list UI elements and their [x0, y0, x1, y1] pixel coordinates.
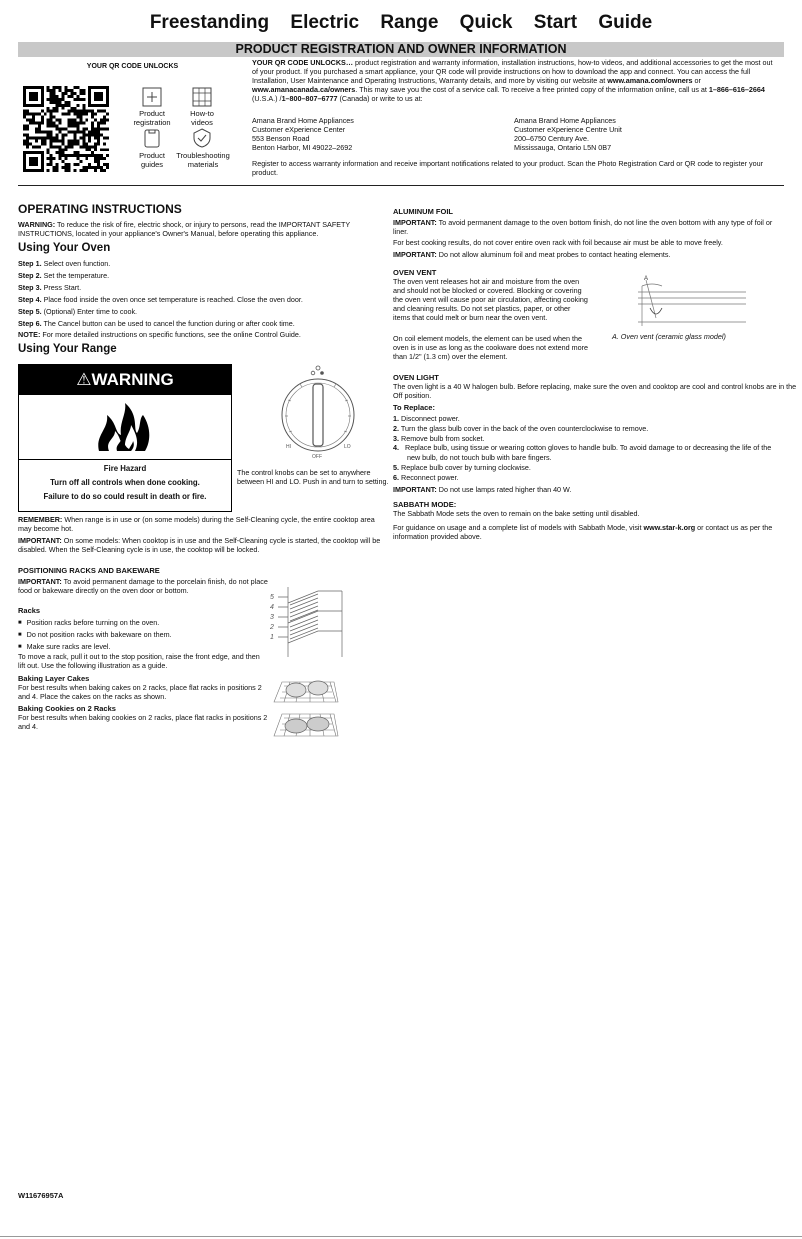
list-item: ■ Make sure racks are level.: [18, 641, 268, 653]
replace-steps: [393, 414, 773, 494]
sabbath-text: The Sabbath Mode sets the oven to remain on the bake setting until disabled.: [393, 509, 640, 518]
foil-important-2: IMPORTANT: Do not allow aluminum foil and meat probes to contact heating elements.: [393, 250, 671, 259]
icon-label-registration: Product registration: [133, 109, 171, 127]
sabbath-guidance: For guidance on usage and a complete list of models with Sabbath Mode, visit www.star-k.org or contact us as per the information provided above.: [393, 523, 773, 541]
vent-caption: A. Oven vent (ceramic glass model): [612, 332, 726, 341]
rack-position-label: 4: [270, 604, 274, 611]
note-item: NOTE: For more detailed instructions on specific functions, see the online Control Guide.: [18, 330, 301, 339]
step-item: Step 4. Place food inside the oven once set temperature is reached. Close the oven door.: [18, 295, 303, 304]
us-address: Amana Brand Home Appliances Customer eXperience Center 553 Benson Road Benton Harbor, MI 49022–2692: [252, 116, 354, 152]
star-k-link[interactable]: www.star-k.org: [643, 523, 696, 532]
step-item: Step 6. The Cancel button can be used to cancel the function during or after cook time.: [18, 319, 295, 328]
step-item: Step 3. Press Start.: [18, 283, 82, 292]
foil-important: IMPORTANT: To avoid permanent damage to the oven bottom finish, do not line the oven bottom with any type of foil or liner.: [393, 218, 773, 236]
sabbath-heading: SABBATH MODE:: [393, 500, 457, 509]
operating-warning: WARNING: To reduce the risk of fire, electric shock, or injury to persons, read the IMPORTANT SAFETY INSTRUCTIONS, located in your appliance's Owner's Manual, before operating this appliance.: [18, 220, 351, 238]
step-item: Step 2. Set the temperature.: [18, 271, 110, 280]
qr-label: YOUR QR CODE UNLOCKS: [86, 63, 179, 70]
racks-important: IMPORTANT: To avoid permanent damage to the porcelain finish, do not place food or bakeware directly on the oven door or bottom.: [18, 577, 268, 595]
owners-link-us[interactable]: www.amana.com/owners: [607, 76, 693, 85]
register-note: Register to access warranty information and receive important notifications related to your product. Scan the Photo Registration Card or QR code to register your product.: [252, 159, 763, 177]
icon-label-guides: Product guides: [139, 151, 165, 169]
list-item: ■ Position racks before turning on the oven.: [18, 617, 268, 629]
fire-icon: [95, 401, 155, 453]
operating-heading: OPERATING INSTRUCTIONS: [18, 202, 182, 216]
knob-off-label: OFF: [312, 454, 322, 460]
racks-move-text: To move a rack, pull it out to the stop position, raise the front edge, and then lift out. Use the following illustration as a guide.: [18, 652, 260, 670]
list-item: 1. Disconnect power.: [393, 414, 460, 423]
cookies-heading: Baking Cookies on 2 Racks: [18, 704, 116, 713]
using-oven-heading: Using Your Oven: [18, 242, 111, 254]
ca-address: Amana Brand Home Appliances Customer eXperience Centre Unit 200–6750 Century Ave. Mississauga, Ontario L5N 0B7: [514, 116, 622, 152]
light-heading: OVEN LIGHT: [393, 373, 439, 382]
control-knob-illustration: [280, 360, 360, 460]
using-range-heading: Using Your Range: [18, 343, 117, 355]
rack-position-label: 3: [270, 614, 274, 621]
document-code: W11676957A: [18, 1191, 64, 1200]
cakes-illustration: [270, 678, 340, 708]
qr-code[interactable]: [23, 86, 109, 172]
cookies-illustration: [270, 710, 340, 740]
cookies-text: For best results when baking cookies on 2 racks, place flat racks in positions 2 and 4.: [18, 713, 268, 731]
warning-header: ⚠WARNING: [19, 365, 231, 395]
step-item: Step 1. Select oven function.: [18, 259, 111, 268]
racks-heading: POSITIONING RACKS AND BAKEWARE: [18, 566, 160, 575]
cakes-text: For best results when baking cakes on 2 racks, place flat racks in positions 2 and 4. Place the cakes on the racks as shown.: [18, 683, 262, 701]
video-icon: [192, 87, 212, 107]
registration-intro: YOUR QR CODE UNLOCKS… product registration and warranty information, installation instructions, how-to videos, and additional accessories to get the most out of your product. If you purchased a smart appliance, your QR code will provide instructions on how to download the app and connect. You can access the full Installation, User Maintenance and Operating Instructions, Warranty details, and more by visiting our website at www.amana.com/owners or www.amanacanada.ca/owners. This may save you the cost of a service call. To receive a free printed copy of the information online, call us at 1–866–616–2664 (U.S.A.) /1–800–807–6777 (Canada) or write to us at:: [252, 58, 773, 103]
rack-positions-illustration: [268, 585, 344, 659]
page-title: Freestanding Electric Range Quick Start Guide: [149, 12, 653, 33]
list-item: 5. Replace bulb cover by turning clockwise.: [393, 462, 531, 472]
list-item: IMPORTANT: Do not use lamps rated higher than 40 W.: [393, 484, 572, 494]
oven-steps: [18, 258, 390, 339]
bottom-rule: [0, 1236, 802, 1237]
vent-heading: OVEN VENT: [393, 268, 437, 277]
list-item: 3. Remove bulb from socket.: [393, 433, 485, 443]
light-text: The oven light is a 40 W halogen bulb. Before replacing, make sure the oven and cooktop are cool and control knobs are in the Off position.: [393, 382, 797, 400]
foil-text: For best cooking results, do not cover entire oven rack with foil because air must be able to move freely.: [393, 238, 723, 247]
knob-hi-label: HI: [286, 444, 291, 450]
rack-position-label: 5: [270, 594, 274, 601]
vent-marker: A: [644, 276, 649, 282]
knob-lo-label: LO: [344, 444, 351, 450]
warning-triangle-icon: ⚠: [76, 370, 92, 389]
icon-label-troubleshooting: Troubleshooting materials: [176, 151, 230, 169]
icon-label-videos: How-to videos: [190, 109, 214, 127]
section-divider: [18, 185, 784, 186]
cakes-heading: Baking Layer Cakes: [18, 674, 90, 683]
rack-position-label: 1: [270, 634, 274, 641]
remember-note: REMEMBER: When range is in use or (on some models) during the Self-Cleaning cycle, the entire cooktop area may become hot.: [18, 515, 375, 533]
owners-link-ca[interactable]: www.amanacanada.ca/owners: [252, 85, 356, 94]
knob-caption: The control knobs can be set to anywhere between HI and LO. Push in and turn to setting.: [237, 468, 389, 486]
step-item: Step 5. (Optional) Enter time to cook.: [18, 307, 138, 316]
racks-bullets: [18, 617, 268, 653]
list-item: 2. Turn the glass bulb cover in the back of the oven counterclockwise to remove.: [393, 423, 649, 433]
racks-subheading: Racks: [18, 606, 41, 615]
guide-icon: [142, 128, 162, 148]
rack-position-label: 2: [270, 624, 274, 631]
list-item: 4. Replace bulb, using tissue or wearing cotton gloves to handle bulb. To avoid damage to or decreasing the life of the new bulb, do not touch bulb with bare fingers.: [393, 443, 772, 463]
vent-text: The oven vent releases hot air and moisture from the oven and should not be blocked or covered. Blocking or covering the oven vent will cause poor air circulation, affecting cooking and cleaning results. Do not set plastics, paper, or other items that could melt or burn near the oven vent.: [393, 277, 588, 322]
list-item: 6. Reconnect power.: [393, 472, 459, 482]
vent-text-coil: On coil element models, the element can be used when the oven is in use as long as the cookware does not extend more than 1/2" (1.3 cm) over the element.: [393, 334, 588, 361]
shield-check-icon: [192, 128, 212, 148]
fire-warning-box: [18, 364, 232, 512]
warning-body: Fire Hazard Turn off all controls when done cooking. Failure to do so could result in death or fire.: [19, 459, 231, 511]
plus-box-icon: [142, 87, 162, 107]
replace-heading: To Replace:: [393, 403, 435, 412]
important-cooktop-note: IMPORTANT: On some models: When cooktop is in use and the Self-Cleaning cycle is started, the cooktop will be disabled. When the Self-Cleaning cycle is in use, the cooktop will be locked.: [18, 536, 381, 554]
registration-bar: PRODUCT REGISTRATION AND OWNER INFORMATION: [18, 42, 784, 57]
list-item: ■ Do not position racks with bakeware on them.: [18, 629, 268, 641]
foil-heading: ALUMINUM FOIL: [393, 207, 453, 216]
oven-vent-illustration: [628, 272, 748, 330]
